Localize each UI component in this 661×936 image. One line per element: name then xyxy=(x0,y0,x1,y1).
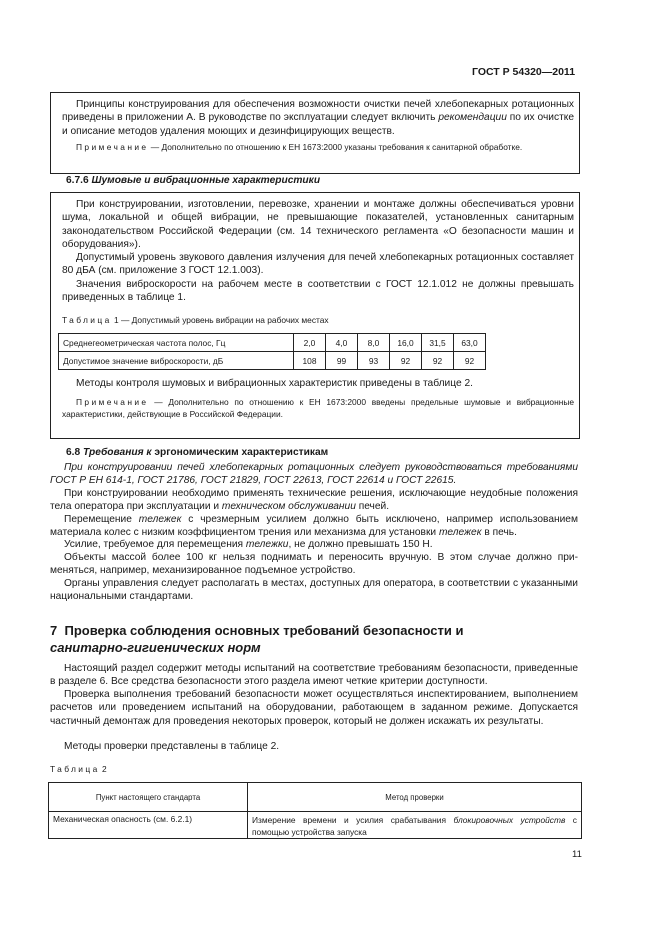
table-number: 2 xyxy=(99,764,107,774)
table2-caption xyxy=(50,763,107,775)
ergonomics-paragraph-1 xyxy=(50,461,578,488)
section-title: Проверка соблюдения основных требований безопасности и xyxy=(64,623,464,638)
table-cell: Допустимое значение виброскорости, дБ xyxy=(59,352,294,370)
section-number: 6.8 xyxy=(66,447,81,458)
italic-text: техническом обслуживании xyxy=(221,501,356,513)
cleaning-note xyxy=(62,141,574,153)
table-cell: 93 xyxy=(358,352,390,370)
verification-paragraph-3: Методы проверки представлены в таблице 2. xyxy=(64,741,280,752)
text-run: , не должно превышать 150 Н. xyxy=(288,539,433,550)
section-6-8-heading xyxy=(66,446,328,459)
text-run: печей. xyxy=(355,501,390,513)
table-cell: 8,0 xyxy=(358,334,390,352)
section-6-7-6-heading xyxy=(66,174,320,187)
table-cell: 2,0 xyxy=(294,334,326,352)
table-caption-text: 1 — Допустимый уровень вибрации на рабочих местах xyxy=(111,315,329,325)
section-7-heading xyxy=(50,622,464,656)
table-cell: 108 xyxy=(294,352,326,370)
table-cell: 16,0 xyxy=(390,334,422,352)
section-7-title-line-2: санитарно-гигиенических норм xyxy=(50,640,261,655)
note-text: — Дополнительно по отношению к ЕН 1673:2000 введены предельные шумовые и вибрационные характеристики, действующие в Российской Федерации. xyxy=(62,397,574,419)
verification-paragraph-1: Настоящий раздел содержит методы испытаний на соответствие требованиям безопасности, приведенные в разделе 6. Все средства безопасности этого раздела имеют четкие критерии доступности. xyxy=(50,663,578,688)
section-7-title-line-1 xyxy=(50,622,464,639)
table1-caption xyxy=(62,314,329,326)
text-run: с чрезмерным усилием должно быть исключено, например использованием материала колес с низким коэффициентом трения или механизма для установки xyxy=(50,514,578,539)
text-run: в печь. xyxy=(481,527,517,539)
table-cell: Среднегеометрическая частота полос, Гц xyxy=(59,334,294,352)
italic-text: тележек xyxy=(138,514,182,525)
note-label: Примечание xyxy=(76,142,149,152)
section-title-italic: Требования к xyxy=(83,447,152,458)
noise-note xyxy=(62,396,574,420)
table-cell: 31,5 xyxy=(422,334,454,352)
table-label: Таблица xyxy=(62,315,112,325)
verification-table xyxy=(48,782,582,839)
cleaning-paragraph xyxy=(62,98,574,138)
noise-paragraph-2: Допустимый уровень звукового давления излучения для печей хлебопекарных ротационных составляет 80 дБА (см. приложение 3 ГОСТ 12.1.003). xyxy=(62,252,574,277)
table-cell xyxy=(248,812,582,839)
document-header: ГОСТ Р 54320—2011 xyxy=(472,66,576,78)
section-title: эргономическим характеристикам xyxy=(151,447,329,458)
table-label: Таблица xyxy=(50,764,100,774)
italic-text: тележек xyxy=(438,527,482,539)
text-run: При конструировании необходимо применять технические решения, исключающие неудобные положения тела оператора при эксплуатации и xyxy=(50,488,578,513)
table-header-row xyxy=(49,783,582,812)
text-run: Принципы конструирования для обеспечения возможности очистки печей хлебопекарных ротационных приведены в приложении А. В руководстве по эксплуатации следует включить xyxy=(62,99,574,124)
noise-paragraph-3: Значения виброскорости на рабочем месте в соответствии с ГОСТ 12.1.012 не должны превышать приведенных в таблице 1. xyxy=(62,279,574,304)
ergonomics-paragraph-3 xyxy=(50,513,578,540)
ergonomics-paragraph-4 xyxy=(50,538,578,551)
noise-paragraph-1: При конструировании, изготовлении, перевозке, хранении и монтаже должны обеспечиваться уровни шума, локальной и общей вибрации, не превышающие показателей, установленных санитарным законодательством Российской Федерации (см. 14 технического регламента «О безопасности машин и оборудования»). xyxy=(62,199,574,251)
noise-paragraph-4: Методы контроля шумовых и вибрационных характеристик приведены в таблице 2. xyxy=(76,378,473,389)
ergonomics-paragraph-5: Объекты массой более 100 кг нельзя поднимать и переносить вручную. В этом случае должно применяться, например, механизированное подъемное устройство. xyxy=(50,552,578,577)
ergonomics-paragraph-6: Органы управления следует располагать в местах, доступных для оператора, в соответствии с указанными национальными стандартами. xyxy=(50,578,578,603)
cell-text-italic: блокировочных устройств xyxy=(453,815,566,825)
page-number: 11 xyxy=(572,849,582,860)
table-cell: 92 xyxy=(454,352,486,370)
table-cell: 63,0 xyxy=(454,334,486,352)
table-cell: Механическая опасность (см. 6.2.1) xyxy=(49,812,248,839)
italic-text: тележки xyxy=(245,539,289,550)
cell-text: с помощью устройства запуска xyxy=(252,815,577,837)
text-run: Усилие, требуемое для перемещения xyxy=(64,539,246,550)
note-label: Примечание xyxy=(76,397,149,407)
table-header-cell: Метод проверки xyxy=(248,783,582,812)
ergonomics-paragraph-2 xyxy=(50,487,578,514)
vibration-table xyxy=(58,333,486,370)
italic-text: При конструировании печей хлебопекарных ротационных следует руководствоваться требованиями ГОСТ Р ЕН 614-1, ГОСТ 21786, ГОСТ 21829, ГОСТ 22613, ГОСТ 22614 и ГОСТ 22615. xyxy=(50,462,578,487)
table-header-cell: Пункт настоящего стандарта xyxy=(49,783,248,812)
cell-text: Измерение времени и усилия срабатывания xyxy=(252,815,454,825)
text-run: по их очистке и описание методов удаления моющих и дезинфицирующих веществ. xyxy=(62,112,574,137)
table-cell: 92 xyxy=(390,352,422,370)
section-number: 7 xyxy=(50,623,58,638)
section-title: Шумовые и вибрационные характеристики xyxy=(91,175,321,186)
verification-paragraph-2: Проверка выполнения требований безопасности может осуществляться инспектированием, выполнением расчетов или проведением испытаний на оборудовании, работающем в заданном режиме. Допускается частичный демонтаж для проведения некоторых проверок, который не должен искажать их результаты. xyxy=(50,689,578,727)
text-run: Перемещение xyxy=(64,514,139,525)
table-row xyxy=(59,334,486,352)
table-cell: 92 xyxy=(422,352,454,370)
section-number: 6.7.6 xyxy=(66,175,89,186)
italic-text: рекомендации xyxy=(438,112,507,124)
table-row xyxy=(49,812,582,839)
table-cell: 99 xyxy=(326,352,358,370)
note-text: — Дополнительно по отношению к ЕН 1673:2000 указаны требования к санитарной обработке. xyxy=(148,142,523,152)
table-row xyxy=(59,352,486,370)
table-cell: 4,0 xyxy=(326,334,358,352)
